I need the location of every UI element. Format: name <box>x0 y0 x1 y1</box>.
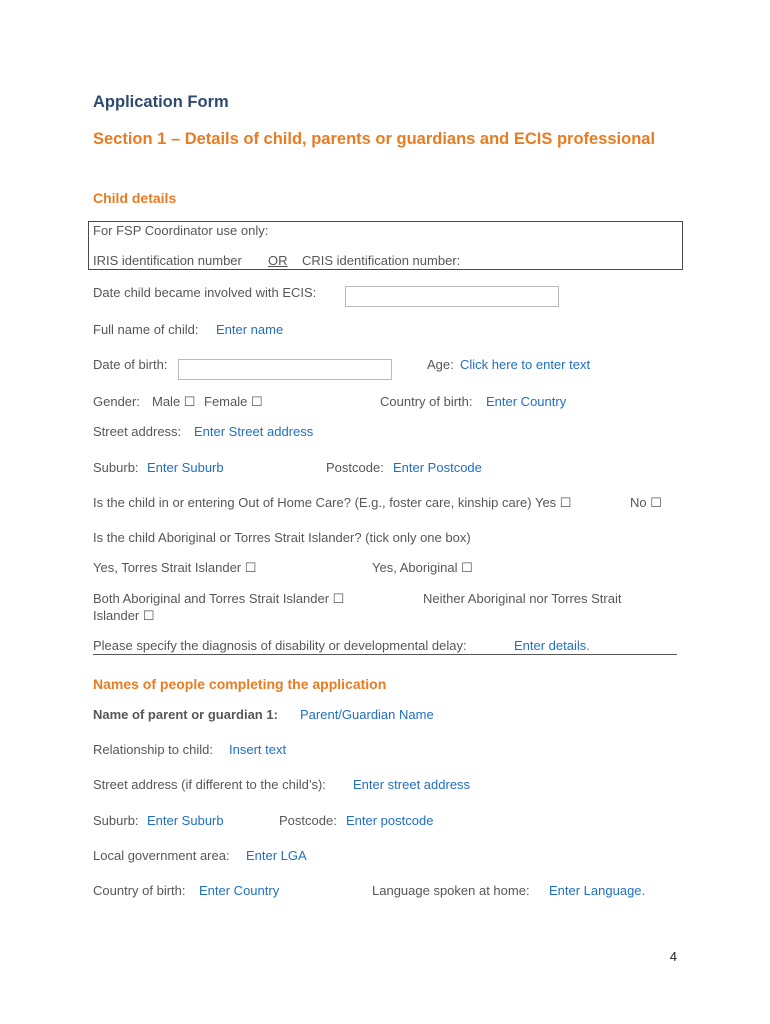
street-field[interactable]: Enter Street address <box>194 424 314 439</box>
gender-label: Gender: <box>93 394 140 409</box>
age-label: Age: <box>427 357 454 372</box>
parent1-country-label: Country of birth: <box>93 883 186 898</box>
section-heading: Section 1 – Details of child, parents or guardians and ECIS professional <box>93 130 656 148</box>
page-number: 4 <box>669 949 677 964</box>
parent1-street-field[interactable]: Enter street address <box>353 777 471 792</box>
postcode-field[interactable]: Enter Postcode <box>393 460 482 475</box>
atsi-tsi-checkbox[interactable]: Yes, Torres Strait Islander ☐ <box>93 560 257 575</box>
iris-label: IRIS identification number <box>93 253 242 268</box>
full-name-label: Full name of child: <box>93 322 199 337</box>
country-field[interactable]: Enter Country <box>486 394 567 409</box>
diagnosis-label: Please specify the diagnosis of disability or developmental delay: <box>93 638 467 653</box>
suburb-label: Suburb: <box>93 460 139 475</box>
date-involved-label: Date child became involved with ECIS: <box>93 285 317 300</box>
atsi-both-checkbox[interactable]: Both Aboriginal and Torres Strait Islander ☐ <box>93 591 345 606</box>
atsi-neither-checkbox[interactable]: Islander ☐ <box>93 608 155 623</box>
lga-label: Local government area: <box>93 848 230 863</box>
full-name-field[interactable]: Enter name <box>216 322 284 337</box>
diagnosis-underline <box>93 654 677 655</box>
dob-field[interactable] <box>178 359 392 380</box>
parent1-country-field[interactable]: Enter Country <box>199 883 280 898</box>
gender-male-checkbox[interactable]: Male ☐ <box>152 394 196 409</box>
ohc-no-checkbox[interactable]: No ☐ <box>630 495 662 510</box>
parent1-postcode-label: Postcode: <box>279 813 337 828</box>
parent1-postcode-field[interactable]: Enter postcode <box>346 813 434 828</box>
language-label: Language spoken at home: <box>372 883 530 898</box>
age-field[interactable]: Click here to enter text <box>460 357 591 372</box>
gender-female-checkbox[interactable]: Female ☐ <box>204 394 263 409</box>
parent1-suburb-label: Suburb: <box>93 813 139 828</box>
or-label: OR <box>268 253 288 268</box>
lga-field[interactable]: Enter LGA <box>246 848 307 863</box>
atsi-question: Is the child Aboriginal or Torres Strait Islander? (tick only one box) <box>93 530 471 545</box>
page-title: Application Form <box>93 93 229 111</box>
child-details-heading: Child details <box>93 190 177 206</box>
parent1-name-label: Name of parent or guardian 1: <box>93 707 278 722</box>
parent1-name-field[interactable]: Parent/Guardian Name <box>300 707 434 722</box>
relationship-field[interactable]: Insert text <box>229 742 287 757</box>
postcode-label: Postcode: <box>326 460 384 475</box>
cris-label: CRIS identification number: <box>302 253 461 268</box>
names-heading: Names of people completing the application <box>93 676 387 692</box>
parent1-street-label: Street address (if different to the child’s): <box>93 777 326 792</box>
diagnosis-field[interactable]: Enter details. <box>514 638 590 653</box>
atsi-neither-line1: Neither Aboriginal nor Torres Strait <box>423 591 622 606</box>
parent1-suburb-field[interactable]: Enter Suburb <box>147 813 224 828</box>
country-label: Country of birth: <box>380 394 473 409</box>
date-involved-field[interactable] <box>345 286 559 307</box>
atsi-aboriginal-checkbox[interactable]: Yes, Aboriginal ☐ <box>372 560 473 575</box>
suburb-field[interactable]: Enter Suburb <box>147 460 224 475</box>
coordinator-label: For FSP Coordinator use only: <box>93 223 269 238</box>
relationship-label: Relationship to child: <box>93 742 213 757</box>
language-field[interactable]: Enter Language. <box>549 883 646 898</box>
street-label: Street address: <box>93 424 182 439</box>
ohc-question[interactable]: Is the child in or entering Out of Home Care? (E.g., foster care, kinship care) Yes ☐ <box>93 495 572 510</box>
dob-label: Date of birth: <box>93 357 168 372</box>
